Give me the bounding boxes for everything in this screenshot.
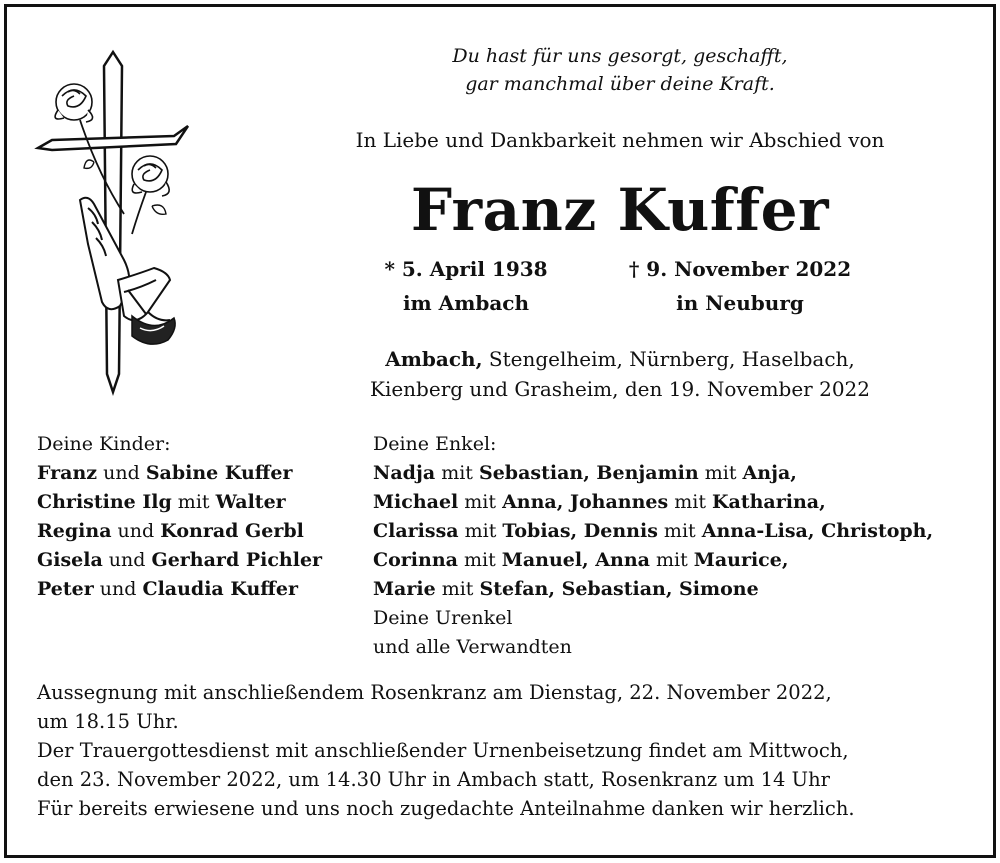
family-name: Anja, [742, 462, 797, 484]
places-and-date [320, 344, 920, 404]
death-place: in Neuburg [676, 291, 804, 315]
verse-line-1: Du hast für uns gesorgt, geschafft, [452, 45, 788, 67]
connector-word: mit [171, 491, 216, 513]
places-line-2: Kienberg und Grasheim, den 19. November 2022 [370, 377, 870, 401]
family-name: Gisela [37, 549, 103, 571]
connector-word: und [93, 578, 143, 600]
family-name: Tobias, Dennis [502, 520, 658, 542]
grandchild-line [373, 517, 933, 546]
cross-roses-praying-hands-icon [28, 44, 198, 404]
family-name: Sabine Kuffer [145, 462, 293, 484]
family-name: Katharina, [712, 491, 826, 513]
family-name: Marie [373, 578, 436, 600]
family-name: Konrad Gerbl [160, 520, 304, 542]
family-name: Peter [37, 578, 94, 600]
family-name: Michael [373, 491, 459, 513]
grandchildren-column [373, 430, 933, 662]
children-heading: Deine Kinder: [37, 433, 171, 455]
service-line: den 23. November 2022, um 14.30 Uhr in Ambach statt, Rosenkranz um 14 Uhr [37, 768, 830, 791]
thanks-line: Für bereits erwiesene und uns noch zugedachte Anteilnahme danken wir herzlich. [37, 797, 855, 820]
connector-word: mit [698, 462, 743, 484]
children-column [37, 430, 322, 604]
family-name: Clarissa [373, 520, 459, 542]
family-name: Franz [37, 462, 98, 484]
connector-word: mit [649, 549, 694, 571]
grandchild-line [373, 546, 933, 575]
service-info [37, 678, 855, 823]
family-name: Christine Ilg [37, 491, 172, 513]
service-line: Der Trauergottesdienst mit anschließender Urnenbeisetzung findet am Mittwoch, [37, 739, 849, 762]
great-grandchildren-line: Deine Urenkel [373, 607, 513, 629]
family-name: Corinna [373, 549, 458, 571]
family-name: Claudia Kuffer [142, 578, 298, 600]
child-line [37, 488, 322, 517]
child-line [37, 575, 322, 604]
grandchild-line [373, 488, 933, 517]
family-name: Sebastian, Benjamin [478, 462, 699, 484]
connector-word: und [111, 520, 161, 542]
family-name: Stefan, Sebastian, Simone [479, 578, 759, 600]
child-line [37, 459, 322, 488]
service-line: um 18.15 Uhr. [37, 710, 179, 733]
service-line: Aussegnung mit anschließendem Rosenkranz am Dienstag, 22. November 2022, [37, 681, 832, 704]
verse-line-2: gar manchmal über deine Kraft. [465, 73, 775, 95]
child-line [37, 546, 322, 575]
family-name: Gerhard Pichler [151, 549, 323, 571]
family-name: Anna, Johannes [502, 491, 669, 513]
connector-word: mit [457, 549, 502, 571]
connector-word: mit [458, 491, 503, 513]
connector-word: mit [657, 520, 702, 542]
family-name: Manuel, Anna [501, 549, 650, 571]
connector-word: mit [435, 578, 480, 600]
connector-word: und [97, 462, 146, 484]
family-name: Anna-Lisa, Christoph, [701, 520, 934, 542]
death-info [610, 252, 870, 320]
family-name: Maurice, [693, 549, 789, 571]
connector-word: mit [435, 462, 479, 484]
grandchild-line [373, 459, 933, 488]
birth-info [336, 252, 596, 320]
grandchildren-heading: Deine Enkel: [373, 433, 497, 455]
family-name: Regina [37, 520, 112, 542]
birth-date: * 5. April 1938 [384, 257, 548, 281]
relatives-line: und alle Verwandten [373, 636, 572, 658]
death-date: † 9. November 2022 [628, 257, 852, 281]
connector-word: mit [458, 520, 503, 542]
birth-place: im Ambach [402, 291, 530, 315]
connector-word: mit [668, 491, 712, 513]
family-name: Nadja [373, 462, 436, 484]
places-bold: Ambach, [385, 347, 483, 371]
child-line [37, 517, 322, 546]
memorial-verse [360, 42, 880, 98]
family-name: Walter [215, 491, 286, 513]
places-rest: Stengelheim, Nürnberg, Haselbach, [482, 347, 855, 371]
intro-text: In Liebe und Dankbarkeit nehmen wir Abschied von [355, 128, 885, 152]
deceased-name: Franz Kuffer [410, 176, 830, 244]
grandchild-line [373, 575, 933, 604]
connector-word: und [102, 549, 152, 571]
